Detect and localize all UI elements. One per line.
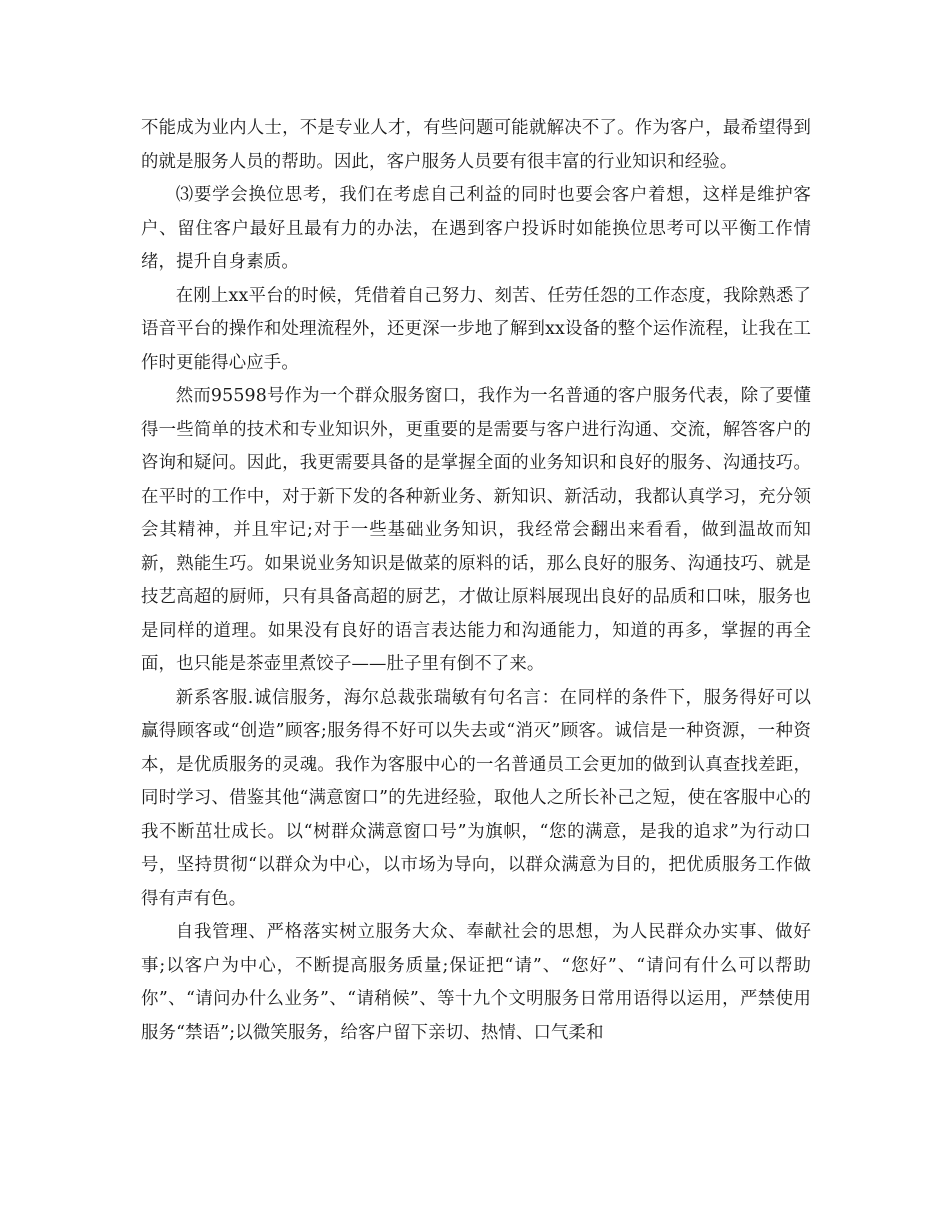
document-page (141, 112, 811, 1050)
paragraph-4: 然而95598号作为一个群众服务窗口，我作为一名普通的客户服务代表，除了要懂得一些简单的技术和专业知识外，更重要的是需要与客户进行沟通、交流，解答客户的咨询和疑问。因此，我更需要具备的是掌握全面的业务知识和良好的服务、沟通技巧。在平时的工作中，对于新下发的各种新业务、新知识、新活动，我都认真学习，充分领会其精神，并且牢记;对于一些基础业务知识，我经常会翻出来看看，做到温故而知新，熟能生巧。如果说业务知识是做菜的原料的话，那么良好的服务、沟通技巧、就是技艺高超的厨师，只有具备高超的厨艺，才做让原料展现出良好的品质和口味，服务也是同样的道理。如果没有良好的语言表达能力和沟通能力，知道的再多，掌握的再全面，也只能是茶壶里煮饺子——肚子里有倒不了来。 (141, 386, 811, 674)
paragraph-6: 自我管理、严格落实树立服务大众、奉献社会的思想，为人民群众办实事、做好事;以客户为中心，不断提高服务质量;保证把“请”、“您好”、“请问有什么可以帮助你”、“请问办什么业务”、“请稍候”、等十九个文明服务日常用语得以运用，严禁使用服务“禁语”;以微笑服务，给客户留下亲切、热情、口气柔和 (141, 922, 811, 1043)
paragraph-3: 在刚上xx平台的时候，凭借着自己努力、刻苦、任劳任怨的工作态度，我除熟悉了语音平台的操作和处理流程外，还更深一步地了解到xx设备的整个运作流程，让我在工作时更能得心应手。 (141, 285, 811, 373)
paragraph-1: 不能成为业内人士，不是专业人才，有些问题可能就解决不了。作为客户，最希望得到的就是服务人员的帮助。因此，客户服务人员要有很丰富的行业知识和经验。 (141, 118, 811, 172)
paragraph-5: 新系客服.诚信服务，海尔总裁张瑞敏有句名言：在同样的条件下，服务得好可以赢得顾客或“创造”顾客;服务得不好可以失去或“消灭”顾客。诚信是一种资源，一种资本，是优质服务的灵魂。我作为客服中心的一名普通员工会更加的做到认真查找差距，同时学习、借鉴其他“满意窗口”的先进经验，取他人之所长补己之短，使在客服中心的我不断茁壮成长。以“树群众满意窗口号”为旗帜，“您的满意，是我的追求”为行动口号，坚持贯彻“以群众为中心，以市场为导向，以群众满意为目的，把优质服务工作做得有声有色。 (141, 687, 811, 909)
paragraph-2: ⑶要学会换位思考，我们在考虑自己利益的同时也要会客户着想，这样是维护客户、留住客户最好且最有力的办法，在遇到客户投诉时如能换位思考可以平衡工作情绪，提升自身素质。 (141, 185, 811, 272)
